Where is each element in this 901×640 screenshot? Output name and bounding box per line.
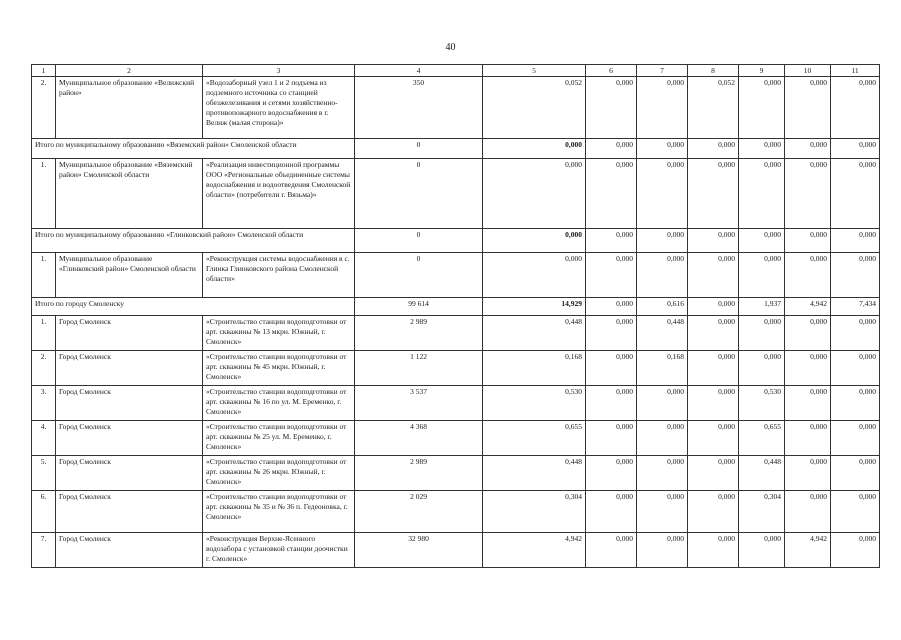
municipality-cell: Город Смоленск <box>56 456 203 491</box>
value-cell-c5: 0,000 <box>483 229 586 253</box>
table-row <box>32 421 880 456</box>
object-cell: «Реконструкция системы водоснабжения в с. Глинка Глинковского района Смоленской области» <box>203 253 355 298</box>
value-cell-c6: 0,000 <box>586 491 637 533</box>
row-number: 1. <box>32 316 56 351</box>
value-cell-c11: 0,000 <box>831 351 880 386</box>
value-cell-c8: 0,000 <box>688 316 739 351</box>
object-cell: «Строительство станции водоподготовки от арт. скважины № 35 и № 36 п. Гедеоновка, г. Смоленск» <box>203 491 355 533</box>
value-cell-c6: 0,000 <box>586 533 637 568</box>
value-cell-c11: 0,000 <box>831 456 880 491</box>
value-cell-c7: 0,000 <box>637 229 688 253</box>
municipality-cell: Город Смоленск <box>56 386 203 421</box>
value-cell-c7: 0,000 <box>637 77 688 139</box>
value-cell-c9: 0,448 <box>739 456 785 491</box>
value-cell-c5: 0,448 <box>483 456 586 491</box>
total-row <box>32 139 880 159</box>
value-cell-c11: 0,000 <box>831 229 880 253</box>
value-cell-c7: 0,000 <box>637 386 688 421</box>
column-header-5: 5 <box>483 65 586 77</box>
municipality-cell: Муниципальное образование «Глинковский район» Смоленской области <box>56 253 203 298</box>
value-cell-c5: 0,000 <box>483 253 586 298</box>
object-cell: «Строительство станции водоподготовки от арт. скважины № 25 ул. М. Еременко, г. Смоленск» <box>203 421 355 456</box>
value-cell-c7: 0,616 <box>637 298 688 316</box>
value-cell-c4: 0 <box>355 139 483 159</box>
value-cell-c10: 0,000 <box>785 421 831 456</box>
value-cell-c7: 0,000 <box>637 456 688 491</box>
value-cell-c6: 0,000 <box>586 351 637 386</box>
header-row <box>32 65 880 77</box>
value-cell-c7: 0,000 <box>637 533 688 568</box>
value-cell-c5: 0,655 <box>483 421 586 456</box>
value-cell-c11: 0,000 <box>831 253 880 298</box>
value-cell-c4: 2 989 <box>355 316 483 351</box>
value-cell-c9: 0,000 <box>739 316 785 351</box>
table-row <box>32 386 880 421</box>
value-cell-c11: 0,000 <box>831 159 880 229</box>
value-cell-c11: 7,434 <box>831 298 880 316</box>
value-cell-c10: 0,000 <box>785 456 831 491</box>
value-cell-c9: 0,655 <box>739 421 785 456</box>
value-cell-c6: 0,000 <box>586 421 637 456</box>
table-row <box>32 456 880 491</box>
municipality-cell: Муниципальное образование «Вяземский район» Смоленской области <box>56 159 203 229</box>
value-cell-c8: 0,000 <box>688 253 739 298</box>
value-cell-c8: 0,000 <box>688 229 739 253</box>
value-cell-c9: 0,000 <box>739 253 785 298</box>
value-cell-c9: 0,000 <box>739 533 785 568</box>
object-cell: «Реализация инвестиционной программы ООО «Региональные объединенные системы водоснабжения и водоотведения Смоленской области» (потребители г. Вязьма)» <box>203 159 355 229</box>
value-cell-c5: 0,052 <box>483 77 586 139</box>
value-cell-c7: 0,168 <box>637 351 688 386</box>
value-cell-c5: 0,304 <box>483 491 586 533</box>
value-cell-c11: 0,000 <box>831 533 880 568</box>
value-cell-c10: 0,000 <box>785 229 831 253</box>
value-cell-c6: 0,000 <box>586 253 637 298</box>
value-cell-c9: 0,000 <box>739 77 785 139</box>
row-number: 6. <box>32 491 56 533</box>
municipality-cell: Город Смоленск <box>56 491 203 533</box>
value-cell-c10: 0,000 <box>785 491 831 533</box>
value-cell-c10: 0,000 <box>785 253 831 298</box>
table-row <box>32 77 880 139</box>
value-cell-c8: 0,000 <box>688 351 739 386</box>
municipality-cell: Муниципальное образование «Велижский район» <box>56 77 203 139</box>
total-label: Итого по городу Смоленску <box>32 298 355 316</box>
value-cell-c4: 350 <box>355 77 483 139</box>
value-cell-c4: 4 368 <box>355 421 483 456</box>
column-header-4: 4 <box>355 65 483 77</box>
value-cell-c4: 1 122 <box>355 351 483 386</box>
value-cell-c8: 0,000 <box>688 159 739 229</box>
value-cell-c5: 4,942 <box>483 533 586 568</box>
value-cell-c6: 0,000 <box>586 139 637 159</box>
value-cell-c7: 0,000 <box>637 253 688 298</box>
row-number: 4. <box>32 421 56 456</box>
object-cell: «Реконструкция Верхне-Ясенного водозабора с установкой станции доочистки г. Смоленск» <box>203 533 355 568</box>
row-number: 2. <box>32 77 56 139</box>
value-cell-c4: 99 614 <box>355 298 483 316</box>
column-header-10: 10 <box>785 65 831 77</box>
table-row <box>32 159 880 229</box>
investment-table <box>31 64 880 568</box>
value-cell-c6: 0,000 <box>586 77 637 139</box>
column-header-9: 9 <box>739 65 785 77</box>
table-row <box>32 533 880 568</box>
value-cell-c8: 0,000 <box>688 298 739 316</box>
value-cell-c8: 0,000 <box>688 139 739 159</box>
row-number: 1. <box>32 159 56 229</box>
value-cell-c11: 0,000 <box>831 491 880 533</box>
value-cell-c4: 2 989 <box>355 456 483 491</box>
value-cell-c8: 0,000 <box>688 386 739 421</box>
value-cell-c9: 0,000 <box>739 159 785 229</box>
row-number: 2. <box>32 351 56 386</box>
value-cell-c9: 0,000 <box>739 229 785 253</box>
total-row <box>32 298 880 316</box>
value-cell-c10: 0,000 <box>785 316 831 351</box>
value-cell-c11: 0,000 <box>831 316 880 351</box>
object-cell: «Строительство станции водоподготовки от арт. скважины № 13 мкрн. Южный, г. Смоленск» <box>203 316 355 351</box>
value-cell-c5: 0,000 <box>483 159 586 229</box>
object-cell: «Строительство станции водоподготовки от арт. скважины № 45 мкрн. Южный, г. Смоленск» <box>203 351 355 386</box>
value-cell-c8: 0,000 <box>688 533 739 568</box>
value-cell-c11: 0,000 <box>831 421 880 456</box>
column-header-1: 1 <box>32 65 56 77</box>
table-body <box>32 65 880 568</box>
value-cell-c9: 1,937 <box>739 298 785 316</box>
column-header-7: 7 <box>637 65 688 77</box>
municipality-cell: Город Смоленск <box>56 316 203 351</box>
column-header-3: 3 <box>203 65 355 77</box>
total-label: Итого по муниципальному образованию «Глинковский район» Смоленской области <box>32 229 355 253</box>
value-cell-c6: 0,000 <box>586 316 637 351</box>
value-cell-c5: 14,929 <box>483 298 586 316</box>
value-cell-c6: 0,000 <box>586 229 637 253</box>
municipality-cell: Город Смоленск <box>56 421 203 456</box>
value-cell-c5: 0,000 <box>483 139 586 159</box>
row-number: 5. <box>32 456 56 491</box>
value-cell-c11: 0,000 <box>831 139 880 159</box>
column-header-6: 6 <box>586 65 637 77</box>
value-cell-c9: 0,530 <box>739 386 785 421</box>
page-number: 40 <box>445 42 456 53</box>
value-cell-c5: 0,448 <box>483 316 586 351</box>
value-cell-c7: 0,448 <box>637 316 688 351</box>
row-number: 7. <box>32 533 56 568</box>
value-cell-c10: 4,942 <box>785 533 831 568</box>
value-cell-c7: 0,000 <box>637 139 688 159</box>
total-row <box>32 229 880 253</box>
object-cell: «Строительство станции водоподготовки от арт. скважины № 16 по ул. М. Еременко, г. Смоленск» <box>203 386 355 421</box>
value-cell-c10: 0,000 <box>785 139 831 159</box>
value-cell-c10: 4,942 <box>785 298 831 316</box>
value-cell-c7: 0,000 <box>637 159 688 229</box>
value-cell-c6: 0,000 <box>586 386 637 421</box>
object-cell: «Водозаборный узел 1 и 2 подъема из подземного источника со станцией обезжелезивания и сетями хозяйственно-противопожарного водоснабжения в г. Велиж (малая сторона)» <box>203 77 355 139</box>
row-number: 3. <box>32 386 56 421</box>
table-row <box>32 491 880 533</box>
value-cell-c10: 0,000 <box>785 77 831 139</box>
value-cell-c9: 0,304 <box>739 491 785 533</box>
value-cell-c7: 0,000 <box>637 421 688 456</box>
total-label: Итого по муниципальному образованию «Вяземский район» Смоленской области <box>32 139 355 159</box>
value-cell-c5: 0,530 <box>483 386 586 421</box>
value-cell-c4: 0 <box>355 159 483 229</box>
column-header-11: 11 <box>831 65 880 77</box>
value-cell-c4: 0 <box>355 229 483 253</box>
column-header-8: 8 <box>688 65 739 77</box>
value-cell-c11: 0,000 <box>831 386 880 421</box>
value-cell-c7: 0,000 <box>637 491 688 533</box>
value-cell-c8: 0,000 <box>688 456 739 491</box>
value-cell-c6: 0,000 <box>586 456 637 491</box>
row-number: 1. <box>32 253 56 298</box>
table-row <box>32 316 880 351</box>
table-row <box>32 351 880 386</box>
value-cell-c4: 32 980 <box>355 533 483 568</box>
value-cell-c8: 0,000 <box>688 421 739 456</box>
value-cell-c6: 0,000 <box>586 298 637 316</box>
value-cell-c8: 0,052 <box>688 77 739 139</box>
value-cell-c9: 0,000 <box>739 139 785 159</box>
municipality-cell: Город Смоленск <box>56 351 203 386</box>
value-cell-c11: 0,000 <box>831 77 880 139</box>
value-cell-c9: 0,000 <box>739 351 785 386</box>
value-cell-c10: 0,000 <box>785 386 831 421</box>
municipality-cell: Город Смоленск <box>56 533 203 568</box>
value-cell-c10: 0,000 <box>785 351 831 386</box>
value-cell-c5: 0,168 <box>483 351 586 386</box>
object-cell: «Строительство станции водоподготовки от арт. скважины № 26 мкрн. Южный, г. Смоленск» <box>203 456 355 491</box>
value-cell-c4: 3 537 <box>355 386 483 421</box>
value-cell-c6: 0,000 <box>586 159 637 229</box>
value-cell-c4: 2 029 <box>355 491 483 533</box>
value-cell-c4: 0 <box>355 253 483 298</box>
value-cell-c8: 0,000 <box>688 491 739 533</box>
column-header-2: 2 <box>56 65 203 77</box>
value-cell-c10: 0,000 <box>785 159 831 229</box>
table-row <box>32 253 880 298</box>
